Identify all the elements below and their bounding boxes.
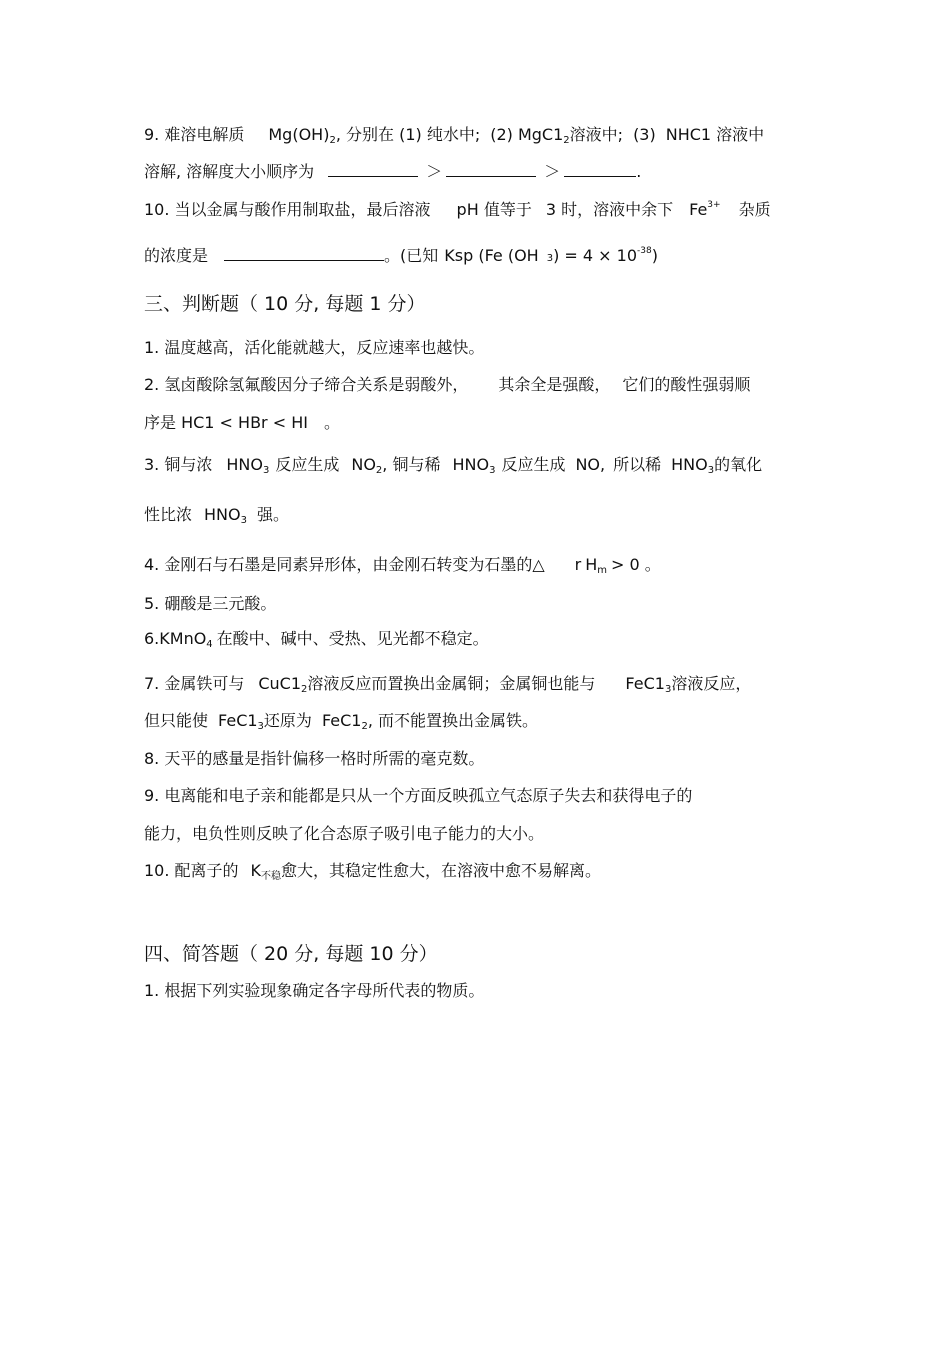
text: 性比浓: [144, 505, 193, 524]
judge-item-3-line1: [144, 454, 809, 476]
answer-blank[interactable]: [224, 246, 384, 261]
formula: HNO: [226, 455, 263, 474]
text: 3: [546, 253, 554, 264]
ion: Fe: [689, 200, 708, 219]
subscript: 3: [240, 515, 247, 526]
text: 所以稀: [613, 455, 662, 474]
subscript: 4: [206, 639, 213, 650]
text: 溶液反应，: [671, 674, 752, 693]
formula: FeC1: [218, 711, 258, 730]
text: 在酸中、碱中、受热、见光都不稳定。: [216, 629, 489, 648]
text: 7. 金属铁可与: [144, 674, 245, 693]
short-item-1: 1. 根据下列实验现象确定各字母所代表的物质。: [144, 981, 485, 1000]
answer-blank[interactable]: [446, 162, 536, 177]
section-judge-heading: 三、判断题（ 10 分, 每题 1 分）: [144, 293, 426, 315]
text: 。: [323, 413, 340, 432]
judge-item-7-line2: [144, 710, 809, 732]
answer-blank[interactable]: [564, 162, 636, 177]
formula: NO,: [575, 455, 606, 474]
formula: HNO: [671, 455, 708, 474]
text: 但只能使: [144, 711, 209, 730]
formula: NO: [351, 455, 376, 474]
subscript: 3: [257, 721, 264, 732]
formula: HNO: [204, 505, 241, 524]
text: 反应生成: [501, 455, 566, 474]
text: 9. 难溶电解质: [144, 125, 245, 144]
text: (3): [633, 125, 656, 144]
text: > 0 。: [611, 555, 661, 574]
text: ) = 4 × 10: [553, 246, 638, 265]
judge-item-6: [144, 628, 809, 650]
formula: H: [585, 555, 598, 574]
subscript: 3: [707, 465, 715, 476]
formula: CuC1: [258, 674, 302, 693]
section-short-heading: 四、简答题（ 20 分, 每题 10 分）: [144, 943, 438, 965]
greater-than: ＞: [544, 162, 561, 181]
text: 强。: [256, 505, 289, 524]
text: , 铜与稀: [382, 455, 441, 474]
formula: Mg(OH): [268, 125, 330, 144]
text: , 分别在 (1) 纯水中;: [335, 125, 481, 144]
text: 3 时，溶液中余下: [545, 200, 674, 219]
judge-item-1: 1. 温度越高，活化能就越大，反应速率也越快。: [144, 338, 485, 357]
text: ): [651, 246, 658, 265]
judge-item-3-line2: [144, 504, 809, 526]
text: 溶液反应而置换出金属铜；金属铜也能与: [307, 674, 596, 693]
text: 3. 铜与浓: [144, 455, 213, 474]
judge-item-9-line2: 能力，电负性则反映了化合态原子吸引电子能力的大小。: [144, 824, 545, 843]
text: 的氧化: [714, 455, 763, 474]
formula: 6.KMnO: [144, 629, 207, 648]
formula: K: [250, 861, 262, 880]
text: 的浓度是: [144, 246, 209, 265]
fill-q10-line2: [144, 245, 809, 270]
text: 溶解, 溶解度大小顺序为: [144, 162, 315, 181]
formula: FeC1: [321, 711, 362, 730]
text: 10. 当以金属与酸作用制取盐，最后溶液: [144, 200, 431, 219]
judge-item-10: [144, 860, 809, 882]
greater-than: ＞: [426, 162, 443, 181]
text: r: [574, 555, 582, 574]
judge-item-2-line2: [144, 412, 809, 434]
subscript: 3: [262, 465, 270, 476]
judge-item-8: 8. 天平的感量是指针偏移一格时所需的毫克数。: [144, 749, 485, 768]
text: 序是 HC1 < HBr < HI: [144, 413, 308, 432]
text: Ksp (Fe (OH: [444, 246, 539, 265]
text: 。(已知: [384, 246, 439, 265]
subscript: 2: [361, 721, 368, 732]
superscript: 3+: [707, 200, 721, 210]
text: 愈大，其稳定性愈大，在溶液中愈不易解离。: [281, 861, 602, 880]
subscript: 3: [664, 684, 672, 695]
text: 其余全是强酸，: [498, 375, 611, 394]
text: 溶液中;: [569, 125, 624, 144]
judge-item-2-line1: [144, 374, 809, 396]
judge-item-5: 5. 硼酸是三元酸。: [144, 594, 277, 613]
fill-q10-line1: [144, 199, 809, 221]
formula: (2) MgC1: [490, 125, 564, 144]
judge-item-4: [144, 554, 809, 576]
text: , 而不能置换出金属铁。: [367, 711, 539, 730]
subscript: 3: [489, 465, 496, 476]
text: 还原为: [263, 711, 312, 730]
fill-q9-line2: [144, 161, 809, 183]
text: 10. 配离子的: [144, 861, 239, 880]
text: pH 值等于: [456, 200, 532, 219]
text: NHC1 溶液中: [665, 125, 765, 144]
text: .: [636, 162, 642, 181]
superscript: -38: [637, 246, 652, 256]
text: 反应生成: [275, 455, 340, 474]
subscript: 2: [329, 135, 336, 146]
subscript: m: [597, 565, 608, 576]
subscript: 不稳: [261, 871, 282, 882]
text: 4. 金刚石与石墨是同素异形体，由金刚石转变为石墨的△: [144, 555, 545, 574]
text: 2. 氢卤酸除氢氟酸因分子缔合关系是弱酸外，: [144, 375, 469, 394]
subscript: 2: [563, 135, 570, 146]
text: 它们的酸性强弱顺: [622, 375, 751, 394]
subscript: 2: [301, 684, 308, 695]
formula: FeC1: [625, 674, 665, 693]
judge-item-7-line1: [144, 673, 809, 695]
fill-q9-line1: [144, 124, 809, 146]
judge-item-9-line1: 9. 电离能和电子亲和能都是只从一个方面反映孤立气态原子失去和获得电子的: [144, 786, 693, 805]
text: 杂质: [738, 200, 771, 219]
formula: HNO: [452, 455, 490, 474]
answer-blank[interactable]: [328, 162, 418, 177]
subscript: 2: [375, 465, 383, 476]
